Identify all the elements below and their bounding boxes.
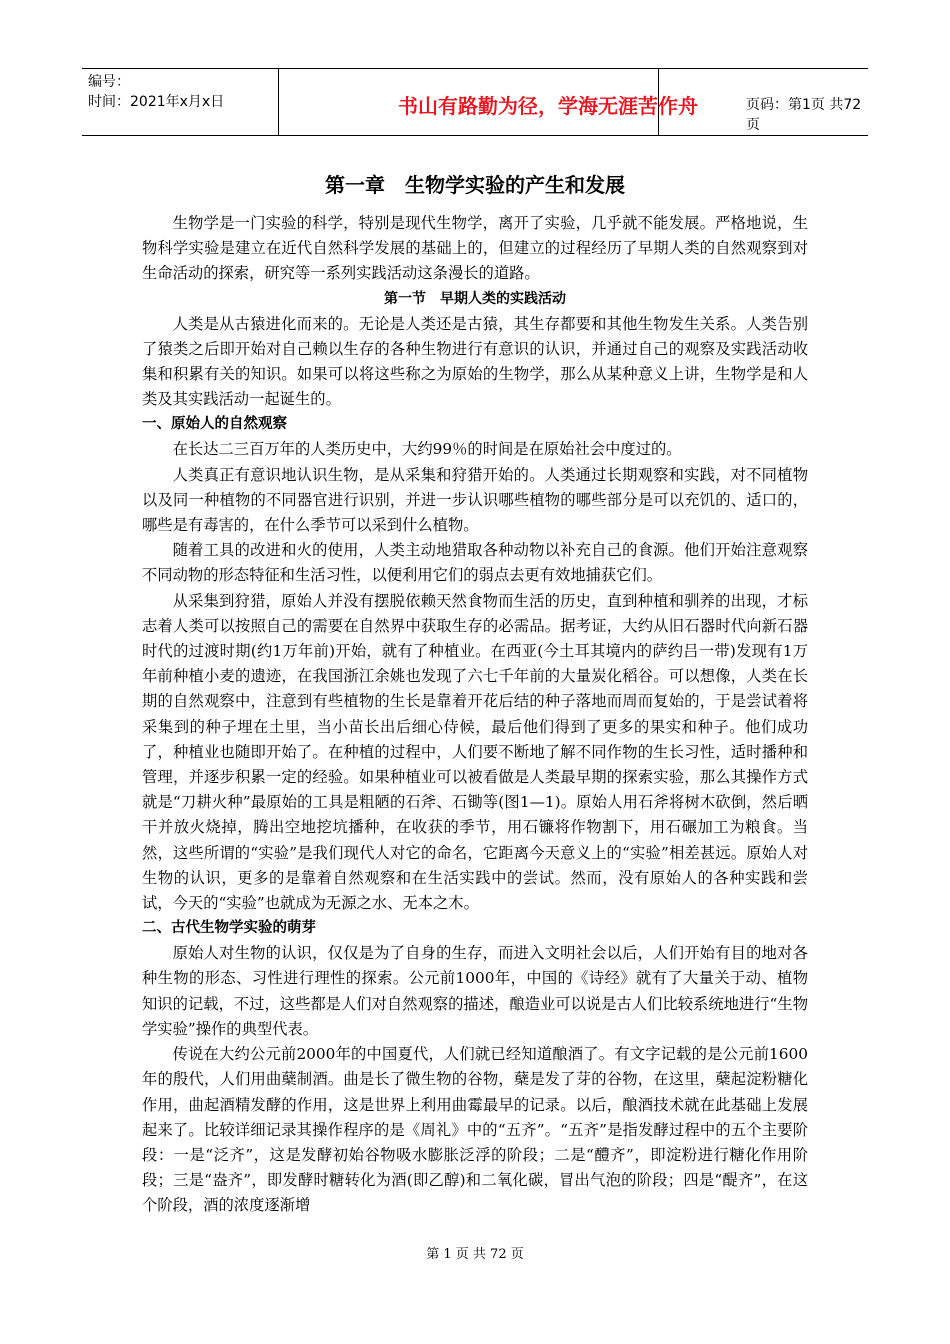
paragraph: 在长达二三百万年的人类历史中，大约99％的时间是在原始社会中度过的。 <box>172 440 682 459</box>
paragraph: 人类真正有意识地认识生物，是从采集和狩猎开始的。人类通过长期观察和实践，对不同植物以及同一种植物的不同器官进行识别，并进一步认识哪些植物的哪些部分是可以充饥的、适口的，哪些是有毒害的，在什么季节可以采到什么植物。 <box>142 465 808 535</box>
chapter-intro: 生物学是一门实验的科学，特别是现代生物学，离开了实验，几乎就不能发展。严格地说，生物科学实验是建立在近代自然科学发展的基础上的，但建立的过程经历了早期人类的自然观察到对生命活动的探索，研究等一系列实践活动这条漫长的道路。 <box>142 214 808 283</box>
document-body <box>142 170 808 1219</box>
paragraph: 传说在大约公元前2000年的中国夏代，人们就已经知道酿酒了。有文字记载的是公元前1600年的殷代，人们用曲蘖制酒。曲是长了微生物的谷物，蘖是发了芽的谷物，在这里，蘖起淀粉糖化作用，曲起酒精发酵的作用，这是世界上利用曲霉最早的记录。以后，酿酒技术就在此基础上发展起来了。比较详细记录其操作程序的是《周礼》中的“五齐”。“五齐”是指发酵过程中的五个主要阶段：一是“泛齐”，这是发酵初始谷物吸水膨胀泛浮的阶段；二是“醴齐”，即淀粉进行糖化作用阶段；三是“盎齐”，即发酵时糖转化为酒(即乙醇)和二氧化碳，冒出气泡的阶段；四是“醍齐”，在这个阶段，酒的浓度逐渐增 <box>142 1045 808 1215</box>
paragraph: 随着工具的改进和火的使用，人类主动地猎取各种动物以补充自己的食源。他们开始注意观察不同动物的形态特征和生活习性，以便利用它们的弱点去更有效地捕获它们。 <box>142 541 808 585</box>
header-page-info: 页码：第1页 共72页 <box>746 97 862 133</box>
paragraph: 原始人对生物的认识，仅仅是为了自身的生存，而进入文明社会以后，人们开始有目的地对各种生物的形态、习性进行理性的探索。公元前1000年，中国的《诗经》就有了大量关于动、植物知识的记载，不过，这些都是人们对自然观察的描述，酿造业可以说是古人们比较系统地进行“生物学实验”操作的典型代表。 <box>142 944 808 1038</box>
page-header <box>82 68 868 136</box>
header-date: 时间：2021年x月x日 <box>88 94 225 110</box>
section-intro: 人类是从古猿进化而来的。无论是人类还是古猿，其生存都要和其他生物发生关系。人类告别了猿类之后即开始对自己赖以生存的各种生物进行有意识的认识，并通过自己的观察及实践活动收集和积累有关的知识。如果可以将这些称之为原始的生物学，那么从某种意义上讲，生物学是和人类及其实践活动一起诞生的。 <box>142 314 808 409</box>
paragraph: 从采集到狩猎，原始人并没有摆脱依赖天然食物而生活的历史，直到种植和驯养的出现，才标志着人类可以按照自己的需要在自然界中获取生存的必需品。据考证，大约从旧石器时代向新石器时代的过渡时期(约1万年前)开始，就有了种植业。在西亚(今土耳其境内的萨约吕一带)发现有1万年前种植小麦的遗迹，在我国浙江余姚也发现了六七千年前的大量炭化稻谷。可以想像，人类在长期的自然观察中，注意到有些植物的生长是靠着开花后结的种子落地而周而复始的，于是尝试着将采集到的种子埋在土里，当小苗长出后细心侍候，最后他们得到了更多的果实和种子。他们成功了，种植业也随即开始了。在种植的过程中，人们要不断地了解不同作物的生长习性，适时播种和管理，并逐步积累一定的经验。如果种植业可以被看做是人类最早期的探索实验，那么其操作方式就是“刀耕火种”最原始的工具是粗陋的石斧、石锄等(图1—1)。原始人用石斧将树木砍倒，然后晒干并放火烧掉，腾出空地挖坑播种，在收获的季节，用石镰将作物割下，用石碾加工为粮食。当然，这些所谓的“实验”是我们现代人对它的命名，它距离今天意义上的“实验”相差甚远。原始人对生物的认识，更多的是靠着自然观察和在生活实践中的尝试。然而，没有原始人的各种实践和尝试，今天的“实验”也就成为无源之水、无本之木。 <box>142 591 808 913</box>
chapter-title: 第一章 生物学实验的产生和发展 <box>325 173 625 197</box>
subsection-title-1: 一、原始人的自然观察 <box>142 416 287 433</box>
section-title: 第一节 早期人类的实践活动 <box>384 290 566 307</box>
header-meta <box>88 72 224 112</box>
header-motto: 书山有路勤为径，学海无涯苦作舟 <box>398 94 698 118</box>
header-divider-left <box>278 69 279 135</box>
header-number: 编号： <box>88 74 130 90</box>
page-footer: 第 1 页 共 72 页 <box>426 1247 524 1262</box>
subsection-title-2: 二、古代生物学实验的萌芽 <box>142 920 316 937</box>
